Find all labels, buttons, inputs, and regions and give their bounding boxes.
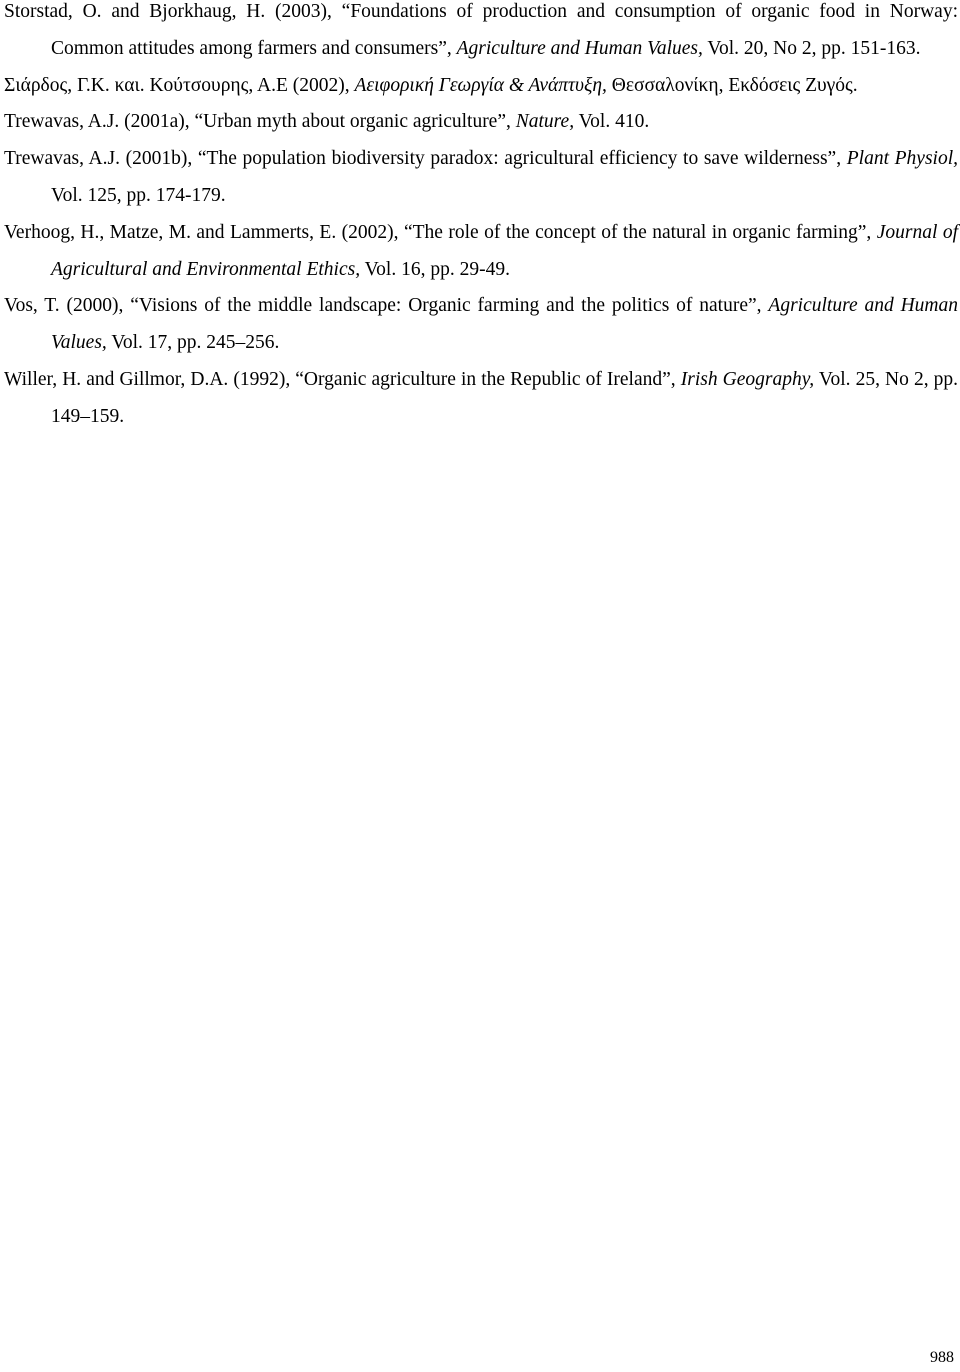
- reference-book-title: Αειφορική Γεωργία & Ανάπτυξη,: [354, 74, 607, 96]
- reference-details: Vol. 410.: [574, 111, 650, 133]
- reference-journal: Irish Geography,: [680, 368, 815, 390]
- reference-journal: Nature,: [515, 111, 575, 133]
- reference-journal: Plant Physiol,: [846, 148, 958, 170]
- reference-willer-1992: [4, 362, 958, 436]
- reference-details: Vol. 125, pp. 174-179.: [51, 184, 226, 206]
- reference-text: Vos, T. (2000), “Visions of the middle landscape: Organic farming and the politics of nature”,: [4, 295, 769, 317]
- reference-text: Trewavas, A.J. (2001a), “Urban myth about organic agriculture”,: [4, 111, 516, 133]
- reference-siardos-2002: [4, 68, 958, 105]
- reference-verhoog-2002: [4, 215, 958, 289]
- reference-storstad-2003: [4, 0, 958, 68]
- reference-text: Σιάρδος, Γ.Κ. και. Κούτσουρης, Α.Ε (2002),: [4, 74, 355, 96]
- reference-journal: Agriculture and Human Values,: [51, 295, 959, 354]
- reference-text: Trewavas, A.J. (2001b), “The population biodiversity paradox: agricultural efficiency to save wilderness”,: [4, 148, 847, 170]
- page-number: 988: [930, 1349, 954, 1366]
- reference-journal: Journal of Agricultural and Environmental Ethics,: [51, 221, 958, 280]
- reference-trewavas-2001a: [4, 104, 958, 141]
- reference-details: Vol. 17, pp. 245–256.: [106, 332, 280, 354]
- reference-details: Vol. 20, No 2, pp. 151-163.: [702, 37, 921, 59]
- reference-journal: Agriculture and Human Values,: [456, 37, 703, 59]
- reference-details: Vol. 25, No 2, pp. 149–159.: [51, 368, 959, 427]
- reference-text: Storstad, O. and Bjorkhaug, H. (2003), “Foundations of production and consumption of organic food in Norway: Common attitudes among farmers and consumers”,: [4, 1, 958, 59]
- reference-details: Θεσσαλονίκη, Εκδόσεις Ζυγός.: [606, 74, 858, 96]
- reference-text: Verhoog, H., Matze, M. and Lammerts, E. (2002), “The role of the concept of the natural in organic farming”,: [4, 221, 877, 243]
- reference-list: [4, 0, 958, 436]
- reference-text: Willer, H. and Gillmor, D.A. (1992), “Organic agriculture in the Republic of Ireland”,: [4, 368, 681, 390]
- reference-details: Vol. 16, pp. 29-49.: [360, 258, 510, 280]
- reference-vos-2000: [4, 288, 958, 362]
- reference-trewavas-2001b: [4, 141, 958, 215]
